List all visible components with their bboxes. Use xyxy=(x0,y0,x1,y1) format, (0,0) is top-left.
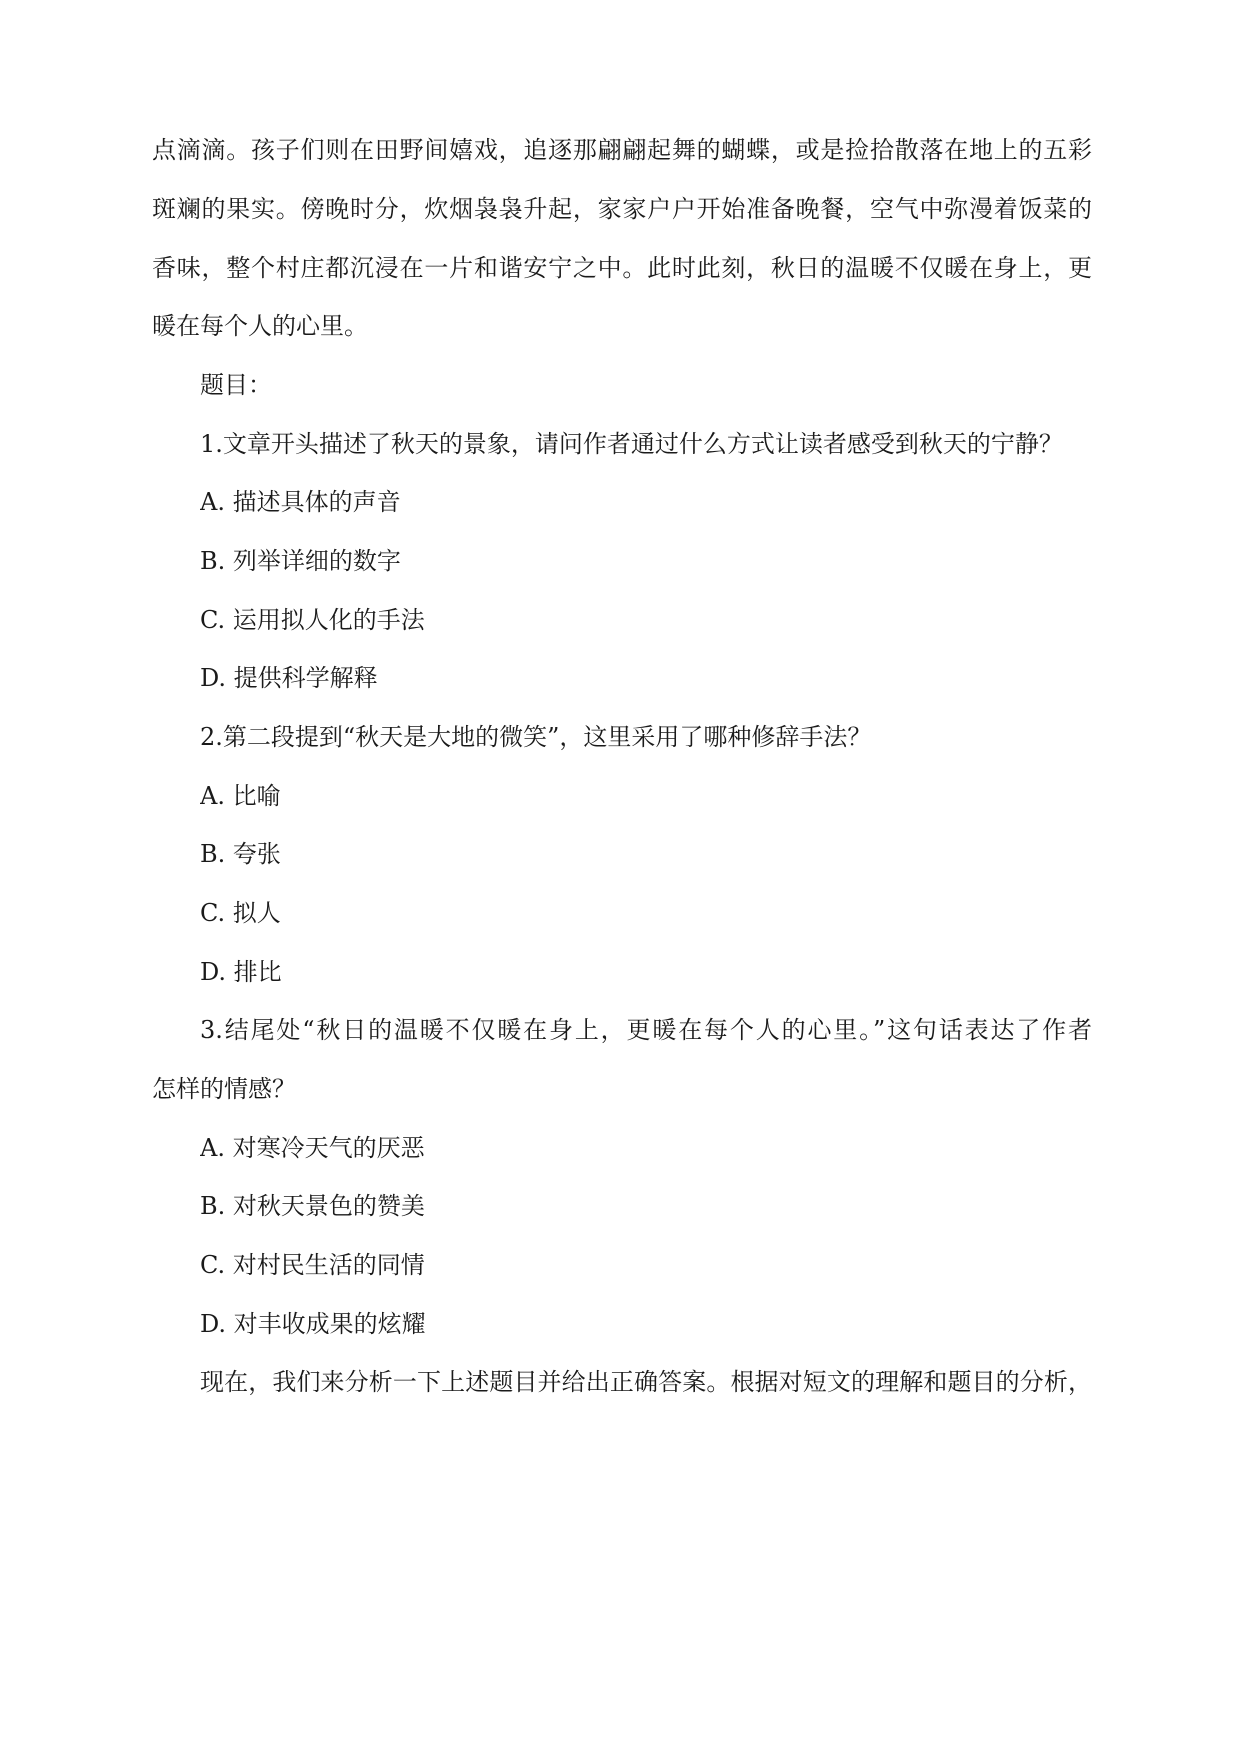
passage-line-2: 斑斓的果实。傍晚时分，炊烟袅袅升起，家家户户开始准备晚餐，空气中弥漫着饭菜的 xyxy=(152,195,1092,223)
question-1-option-a: A. 描述具体的声音 xyxy=(200,488,401,516)
question-1-option-c: C. 运用拟人化的手法 xyxy=(200,606,425,634)
question-1-option-d: D. 提供科学解释 xyxy=(200,664,378,692)
question-2-option-b: B. 夸张 xyxy=(200,840,281,868)
question-2-option-c: C. 拟人 xyxy=(200,899,281,927)
passage-line-4: 暖在每个人的心里。 xyxy=(152,312,368,340)
closing-paragraph: 现在，我们来分析一下上述题目并给出正确答案。根据对短文的理解和题目的分析， xyxy=(200,1368,1092,1396)
question-1-text: 1.文章开头描述了秋天的景象，请问作者通过什么方式让读者感受到秋天的宁静？ xyxy=(200,430,1063,458)
section-title: 题目： xyxy=(200,371,272,399)
passage-line-3: 香味，整个村庄都沉浸在一片和谐安宁之中。此时此刻，秋日的温暖不仅暖在身上，更 xyxy=(152,254,1092,282)
question-1-option-b: B. 列举详细的数字 xyxy=(200,547,401,575)
question-3-text-line-1: 3.结尾处“秋日的温暖不仅暖在身上，更暖在每个人的心里。”这句话表达了作者 xyxy=(200,1016,1092,1044)
passage-line-1: 点滴滴。孩子们则在田野间嬉戏，追逐那翩翩起舞的蝴蝶，或是捡拾散落在地上的五彩 xyxy=(152,136,1092,164)
question-2-text: 2.第二段提到“秋天是大地的微笑”，这里采用了哪种修辞手法？ xyxy=(200,723,872,751)
question-2-option-d: D. 排比 xyxy=(200,958,282,986)
question-3-option-a: A. 对寒冷天气的厌恶 xyxy=(200,1134,425,1162)
question-3-option-d: D. 对丰收成果的炫耀 xyxy=(200,1310,426,1338)
question-2-option-a: A. 比喻 xyxy=(200,782,281,810)
question-3-text-line-2: 怎样的情感？ xyxy=(152,1075,296,1103)
question-3-option-b: B. 对秋天景色的赞美 xyxy=(200,1192,425,1220)
question-3-option-c: C. 对村民生活的同情 xyxy=(200,1251,425,1279)
